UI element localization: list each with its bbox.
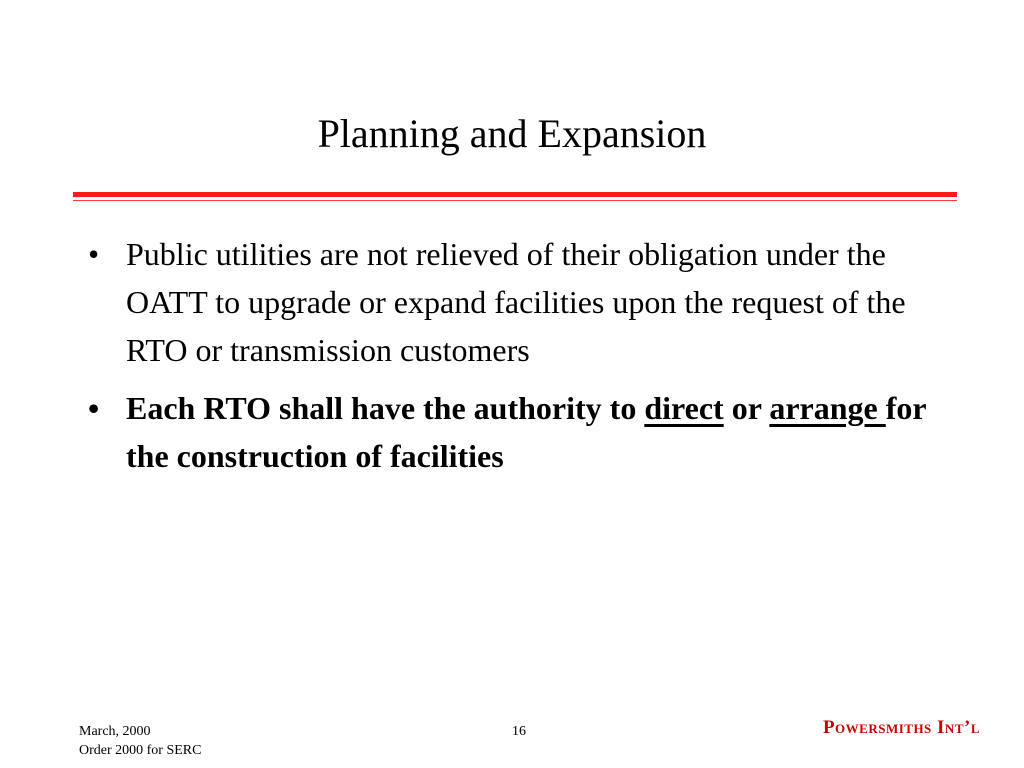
title-divider-thin <box>73 200 957 201</box>
bullet-item-obligation <box>88 230 948 374</box>
page-number: 16 <box>512 724 526 739</box>
bullet-text-authority: Each RTO shall have the authority to <box>126 390 645 426</box>
slide-title: Planning and Expansion <box>317 111 707 156</box>
brand-logo-text: Powersmiths Int’l <box>822 717 980 738</box>
bullet-list <box>88 230 948 490</box>
footer-subject: Order 2000 for SERC <box>79 743 202 758</box>
bullet-text-obligation: Public utilities are not relieved of their obligation under the OATT to upgrade or expand facilities upon the request of the RTO or transmission customers <box>126 236 906 368</box>
bullet-marker: • <box>88 236 100 272</box>
title-divider-thick <box>73 192 957 197</box>
bullet-text-construction: for the construction of facilities <box>126 390 927 474</box>
bullet-item-rto-authority <box>88 384 948 480</box>
footer-date: March, 2000 <box>79 724 151 739</box>
bullet-marker: • <box>88 390 100 426</box>
bullet-text-or: or <box>723 390 770 426</box>
emphasis-arrange: arrange <box>769 390 886 426</box>
emphasis-direct: direct <box>644 390 724 426</box>
